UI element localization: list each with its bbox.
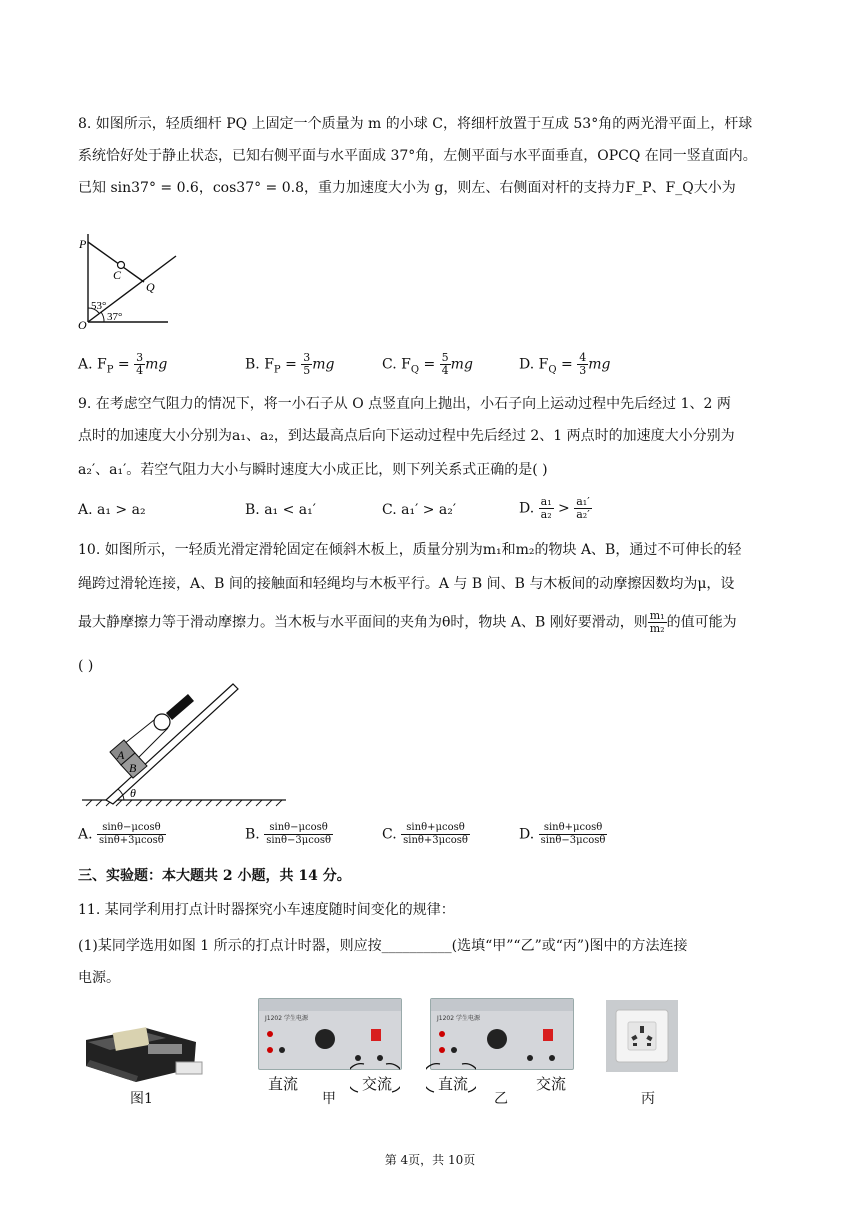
label-c: C xyxy=(113,268,122,282)
figure-1-caption: 图1 xyxy=(130,1091,153,1107)
yi-dc-label: 直流 xyxy=(438,1075,469,1093)
label-p: P xyxy=(79,237,87,251)
q9-option-c: C. a₁′ > a₂′ xyxy=(382,502,457,518)
q9-line-2: 点时的加速度大小分别为a₁、a₂，到达最高点后向下运动过程中先后经过 2、1 两点时的加速度大小分别为 xyxy=(78,428,735,444)
yi-caption: 乙 xyxy=(494,1091,508,1107)
q8-figure xyxy=(78,212,188,337)
wall-socket-photo xyxy=(606,1000,678,1072)
q8-option-c: C. $F_Q$ = $\frac{5}{4}$ mg xyxy=(382,351,473,377)
q8-option-d: D. $F_Q$ = $\frac{4}{3}$ mg xyxy=(519,351,611,377)
label-a: A xyxy=(117,748,125,762)
q8-option-a: A. $F_P$ = $\frac{3}{4}$ mg xyxy=(78,351,168,377)
q10-figure xyxy=(78,680,293,810)
q10-line-3: 最大静摩擦力等于滑动摩擦力。当木板与水平面间的夹角为θ时，物块 A、B 刚好要滑动，则 $\frac{\text{m₁}}{\text{m₂}}$ 的值可能为 xyxy=(78,609,737,635)
label-o: O xyxy=(78,318,87,332)
q8-line-3: 已知 sin37° = 0.6，cos37° = 0.8，重力加速度大小为 g，则左、右侧面对杆的支持力F_P、F_Q大小为 xyxy=(78,180,736,196)
q10-line-2: 绳跨过滑轮连接，A、B 间的接触面和轻绳均与木板平行。A 与 B 间、B 与木板间的动摩擦因数均为μ，设 xyxy=(78,576,735,592)
q9-option-b: B. a₁ < a₁′ xyxy=(245,502,316,518)
q10-line-1: 10. 如图所示，一轻质光滑定滑轮固定在倾斜木板上，质量分别为m₁和m₂的物块 A、B，通过不可伸长的轻 xyxy=(78,542,742,558)
psu-label: J1202 学生电源 xyxy=(437,1015,480,1022)
q10-option-d: D. $\frac{\sin\theta+\mu\cos\theta}{\sin\theta-3\mu\cos\theta}$ xyxy=(519,822,606,846)
page-footer: 第 4页，共 10页 xyxy=(384,1153,476,1167)
q8-option-b: B. $F_P$ = $\frac{3}{5}$ mg xyxy=(245,351,335,377)
jia-dc-label: 直流 xyxy=(268,1075,299,1093)
q11-line-3: 电源。 xyxy=(78,970,120,986)
q11-line-2: (1)某同学选用如图 1 所示的打点计时器，则应按__________(选填“甲”“乙”或“丙”)图中的方法连接 xyxy=(78,938,688,954)
label-37: 37° xyxy=(107,311,123,323)
q11-line-1: 11. 某同学利用打点计时器探究小车速度随时间变化的规律： xyxy=(78,902,455,918)
q9-line-1: 9. 在考虑空气阻力的情况下，将一小石子从 O 点竖直向上抛出，小石子向上运动过程中先后经过 1、2 两 xyxy=(78,396,731,412)
jia-ac-label: 交流 xyxy=(362,1075,393,1093)
psu-label: J1202 学生电源 xyxy=(265,1015,308,1022)
q8-line-1: 8. 如图所示，轻质细杆 PQ 上固定一个质量为 m 的小球 C，将细杆放置于互成 53°角的两光滑平面上，杆球 xyxy=(78,116,753,132)
q10-line-4: ( ) xyxy=(78,658,94,674)
label-q: Q xyxy=(146,280,155,294)
pulley xyxy=(154,714,170,730)
yi-ac-label: 交流 xyxy=(536,1075,567,1093)
label-theta: θ xyxy=(130,786,136,800)
q8-line-2: 系统恰好处于静止状态，已知右侧平面与水平面成 37°角，左侧平面与水平面垂直，OPCQ 在同一竖直面内。 xyxy=(78,148,757,164)
pulley-mount xyxy=(166,694,194,720)
label-b: B xyxy=(129,761,137,775)
q10-option-c: C. $\frac{\sin\theta+\mu\cos\theta}{\sin\theta+3\mu\cos\theta}$ xyxy=(382,822,468,846)
q10-option-b: B. $\frac{\sin\theta-\mu\cos\theta}{\sin\theta-3\mu\cos\theta}$ xyxy=(245,822,332,846)
section-3-heading: 三、实验题：本大题共 2 小题，共 14 分。 xyxy=(78,868,351,884)
q9-option-d: D. $\frac{\text{a₁}}{\text{a₂}}$ > $\frac{\text{a₁′}}{\text{a₂′}}$ xyxy=(519,495,590,521)
q9-option-a: A. a₁ > a₂ xyxy=(78,502,146,518)
jia-caption: 甲 xyxy=(322,1091,336,1107)
q10-option-a: A. $\frac{\sin\theta-\mu\cos\theta}{\sin\theta+3\mu\cos\theta}$ xyxy=(78,822,164,846)
angle-arc-37 xyxy=(101,312,104,322)
label-53: 53° xyxy=(91,300,107,312)
figure-1-timer-photo xyxy=(76,1010,206,1085)
bing-caption: 丙 xyxy=(641,1091,655,1107)
q9-line-3: a₂′、a₁′。若空气阻力大小与瞬时速度大小成正比，则下列关系式正确的是( ) xyxy=(78,462,548,478)
